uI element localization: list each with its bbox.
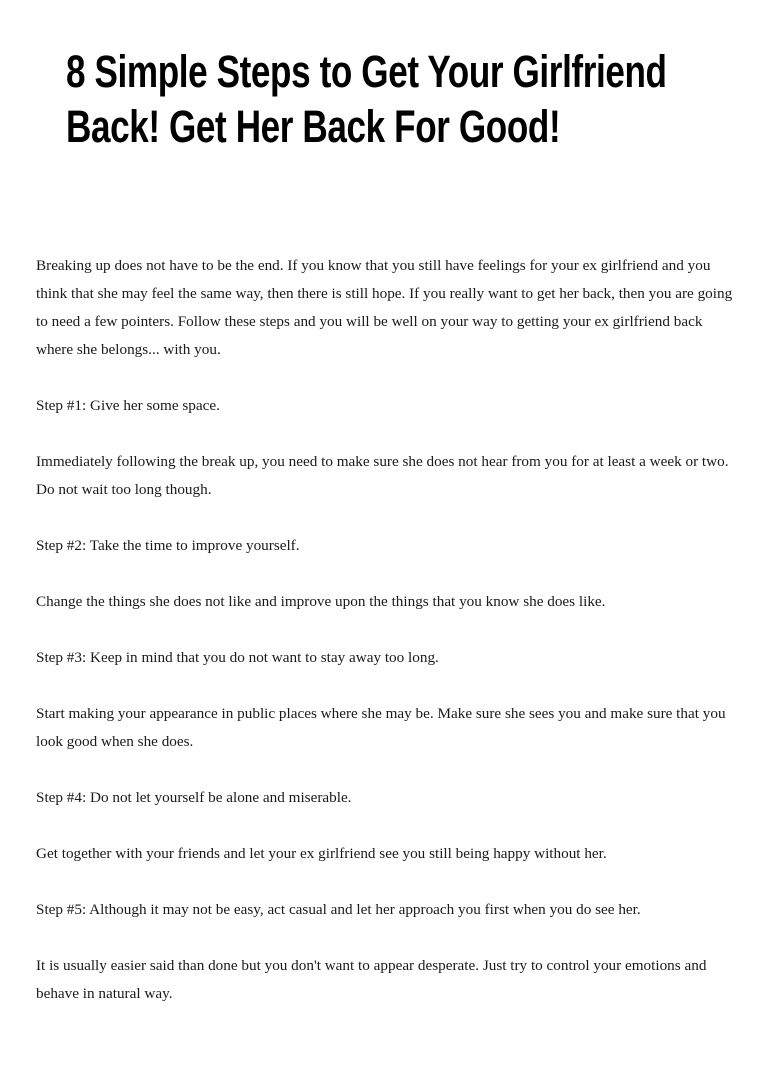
step-3-paragraph: Start making your appearance in public places where she may be. Make sure she sees you and make sure that you look good when she does.: [36, 705, 726, 750]
document-body: [36, 252, 736, 1036]
step-2-heading: Step #2: Take the time to improve yourself.: [36, 537, 300, 554]
step-5-paragraph: It is usually easier said than done but you don't want to appear desperate. Just try to control your emotions and behave in natural way.: [36, 957, 707, 1002]
step-4-heading: Step #4: Do not let yourself be alone and miserable.: [36, 789, 352, 806]
step-4-paragraph: Get together with your friends and let your ex girlfriend see you still being happy without her.: [36, 845, 607, 862]
step-1-paragraph: Immediately following the break up, you need to make sure she does not hear from you for at least a week or two. Do not wait too long though.: [36, 453, 729, 498]
step-2-paragraph: Change the things she does not like and improve upon the things that you know she does like.: [36, 593, 606, 610]
intro-paragraph: Breaking up does not have to be the end. If you know that you still have feelings for your ex girlfriend and you think that she may feel the same way, then there is still hope. If you really want to get her back, then you are going to need a few pointers. Follow these steps and you will be well on your way to getting your ex girlfriend back where she belongs... with you.: [36, 257, 733, 358]
page-title: 8 Simple Steps to Get Your Girlfriend Back! Get Her Back For Good!: [66, 46, 667, 152]
step-5-heading: Step #5: Although it may not be easy, act casual and let her approach you first when you do see her.: [36, 901, 641, 918]
step-3-heading: Step #3: Keep in mind that you do not want to stay away too long.: [36, 649, 439, 666]
step-1-heading: Step #1: Give her some space.: [36, 397, 220, 414]
